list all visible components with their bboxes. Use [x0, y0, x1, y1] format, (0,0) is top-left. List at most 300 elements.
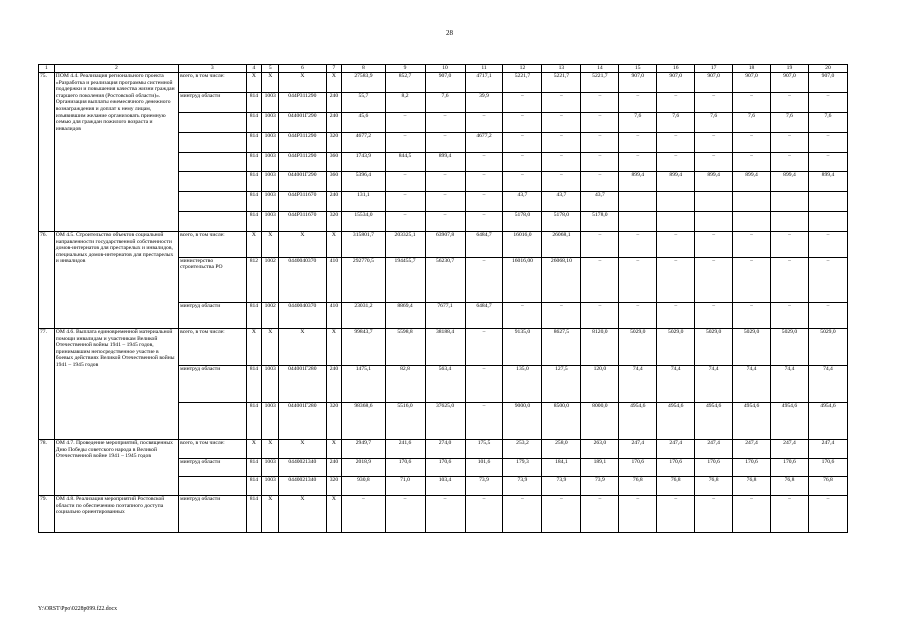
- value-cell: 8,2: [385, 92, 425, 112]
- executor-cell: [179, 132, 246, 152]
- value-cell: –: [581, 257, 619, 303]
- value-cell: –: [465, 257, 503, 303]
- value-cell: 292770,5: [342, 257, 385, 303]
- expense-type-cell: 360: [326, 152, 342, 172]
- value-cell: 74,4: [771, 366, 809, 403]
- target-article-cell: 044001Г290: [279, 172, 326, 192]
- target-article-cell: 044001Г290: [279, 112, 326, 132]
- value-cell: 907,0: [733, 73, 771, 93]
- value-cell: 170,6: [425, 458, 465, 477]
- value-cell: [733, 192, 771, 212]
- value-cell: 74,4: [733, 366, 771, 403]
- value-cell: –: [465, 329, 503, 366]
- value-cell: 4954,6: [695, 403, 733, 440]
- value-cell: 170,6: [733, 458, 771, 477]
- value-cell: –: [581, 172, 619, 192]
- grbs-code-cell: 814: [246, 192, 262, 212]
- value-cell: 71,0: [385, 477, 425, 496]
- grbs-code-cell: 814: [246, 152, 262, 172]
- expense-type-cell: 320: [326, 212, 342, 232]
- value-cell: 45,6: [342, 112, 385, 132]
- value-cell: 907,0: [425, 73, 465, 93]
- value-cell: 8869,4: [385, 303, 425, 329]
- grbs-code-cell: 814: [246, 212, 262, 232]
- target-article-cell: X: [279, 329, 326, 366]
- value-cell: 39,9: [465, 92, 503, 112]
- value-cell: 258,0: [542, 440, 581, 459]
- section-code-cell: 1003: [262, 192, 279, 212]
- header-cell: 11: [465, 65, 503, 73]
- value-cell: –: [808, 257, 847, 303]
- value-cell: –: [733, 132, 771, 152]
- table-row: [39, 329, 848, 366]
- expense-type-cell: 320: [326, 132, 342, 152]
- value-cell: 127,5: [542, 366, 581, 403]
- value-cell: 73,9: [581, 477, 619, 496]
- table-row: [39, 232, 848, 258]
- value-cell: –: [771, 496, 809, 533]
- value-cell: –: [542, 496, 581, 533]
- value-cell: 189,1: [581, 458, 619, 477]
- executor-cell: [179, 152, 246, 172]
- expense-type-cell: 240: [326, 366, 342, 403]
- value-cell: 5029,0: [808, 329, 847, 366]
- value-cell: [808, 192, 847, 212]
- value-cell: 315801,7: [342, 232, 385, 258]
- value-cell: 74,4: [619, 366, 657, 403]
- value-cell: 247,4: [695, 440, 733, 459]
- value-cell: [695, 212, 733, 232]
- value-cell: 15534,0: [342, 212, 385, 232]
- value-cell: 9135,0: [503, 329, 542, 366]
- target-article-cell: X: [279, 73, 326, 93]
- value-cell: 43,7: [503, 192, 542, 212]
- target-article-cell: 044P311670: [279, 192, 326, 212]
- grbs-code-cell: 814: [246, 132, 262, 152]
- value-cell: 170,6: [695, 458, 733, 477]
- value-cell: 7,6: [695, 112, 733, 132]
- value-cell: 5029,0: [657, 329, 695, 366]
- target-article-cell: 0440040370: [279, 303, 326, 329]
- value-cell: 907,0: [657, 73, 695, 93]
- value-cell: 82,8: [385, 366, 425, 403]
- value-cell: 5396,4: [342, 172, 385, 192]
- value-cell: 179,3: [503, 458, 542, 477]
- executor-cell: минтруд области: [179, 496, 246, 533]
- value-cell: –: [385, 112, 425, 132]
- value-cell: 4677,2: [465, 132, 503, 152]
- header-cell: 16: [657, 65, 695, 73]
- value-cell: –: [733, 496, 771, 533]
- value-cell: –: [465, 172, 503, 192]
- value-cell: 170,6: [808, 458, 847, 477]
- value-cell: 852,7: [385, 73, 425, 93]
- section-code-cell: 1003: [262, 366, 279, 403]
- value-cell: –: [581, 112, 619, 132]
- value-cell: –: [808, 496, 847, 533]
- value-cell: –: [542, 112, 581, 132]
- value-cell: 7,6: [619, 112, 657, 132]
- value-cell: 74,4: [695, 366, 733, 403]
- value-cell: [619, 192, 657, 212]
- value-cell: 131,1: [342, 192, 385, 212]
- value-cell: –: [465, 212, 503, 232]
- header-cell: 19: [771, 65, 809, 73]
- value-cell: –: [657, 496, 695, 533]
- value-cell: 26068,10: [542, 257, 581, 303]
- measure-name: ОМ 4.5. Строительство объектов социальной направленности государственной собственности домов-интернатов для престарелых и инвалидов, специальных домов-интернатов для престарелых и инвалидов: [54, 232, 178, 329]
- grbs-code-cell: 814: [246, 403, 262, 440]
- value-cell: 43,7: [542, 192, 581, 212]
- value-cell: 23031,2: [342, 303, 385, 329]
- value-cell: –: [771, 152, 809, 172]
- value-cell: 263,0: [581, 440, 619, 459]
- value-cell: –: [425, 192, 465, 212]
- header-cell: 17: [695, 65, 733, 73]
- value-cell: 5178,0: [542, 212, 581, 232]
- value-cell: 8627,5: [542, 329, 581, 366]
- section-code-cell: 1002: [262, 257, 279, 303]
- executor-cell: [179, 403, 246, 440]
- header-cell: 14: [581, 65, 619, 73]
- expense-type-cell: X: [326, 73, 342, 93]
- grbs-code-cell: 812: [246, 257, 262, 303]
- value-cell: –: [695, 152, 733, 172]
- header-cell: 20: [808, 65, 847, 73]
- value-cell: 7677,1: [425, 303, 465, 329]
- section-code-cell: 1003: [262, 92, 279, 112]
- value-cell: –: [808, 92, 847, 112]
- value-cell: 55,7: [342, 92, 385, 112]
- file-path-footer: Y:\ORST\Ppo\0228p099.f22.docx: [38, 606, 118, 612]
- value-cell: 241,6: [385, 440, 425, 459]
- value-cell: –: [581, 232, 619, 258]
- target-article-cell: 044P311290: [279, 132, 326, 152]
- value-cell: 899,4: [657, 172, 695, 192]
- value-cell: –: [619, 257, 657, 303]
- value-cell: –: [695, 232, 733, 258]
- value-cell: 76,8: [733, 477, 771, 496]
- value-cell: 899,4: [425, 152, 465, 172]
- grbs-code-cell: X: [246, 440, 262, 459]
- header-cell: 2: [54, 65, 178, 73]
- value-cell: [771, 212, 809, 232]
- executor-cell: минтруд области: [179, 458, 246, 477]
- value-cell: –: [425, 212, 465, 232]
- section-code-cell: 1003: [262, 132, 279, 152]
- executor-cell: всего, в том числе:: [179, 73, 246, 93]
- row-number: 75.: [39, 73, 55, 232]
- value-cell: 170,6: [619, 458, 657, 477]
- value-cell: 170,6: [771, 458, 809, 477]
- expense-type-cell: X: [326, 440, 342, 459]
- row-number: 77.: [39, 329, 55, 440]
- value-cell: 899,4: [695, 172, 733, 192]
- value-cell: –: [808, 152, 847, 172]
- section-code-cell: 1003: [262, 212, 279, 232]
- value-cell: 247,4: [771, 440, 809, 459]
- value-cell: 73,9: [542, 477, 581, 496]
- value-cell: –: [808, 232, 847, 258]
- value-cell: 120,0: [581, 366, 619, 403]
- value-cell: 899,4: [733, 172, 771, 192]
- expense-type-cell: 360: [326, 172, 342, 192]
- value-cell: –: [542, 132, 581, 152]
- value-cell: –: [771, 132, 809, 152]
- value-cell: –: [385, 192, 425, 212]
- value-cell: 5029,0: [771, 329, 809, 366]
- value-cell: 76,8: [808, 477, 847, 496]
- value-cell: [619, 212, 657, 232]
- executor-cell: всего, в том числе:: [179, 232, 246, 258]
- value-cell: –: [385, 132, 425, 152]
- value-cell: 930,8: [342, 477, 385, 496]
- target-article-cell: 044001Г280: [279, 403, 326, 440]
- value-cell: –: [503, 303, 542, 329]
- target-article-cell: X: [279, 440, 326, 459]
- value-cell: [695, 192, 733, 212]
- value-cell: –: [771, 303, 809, 329]
- value-cell: 38188,4: [425, 329, 465, 366]
- value-cell: 247,4: [808, 440, 847, 459]
- executor-cell: министерство строительства РО: [179, 257, 246, 303]
- value-cell: [657, 192, 695, 212]
- header-cell: 1: [39, 65, 55, 73]
- value-cell: [733, 212, 771, 232]
- value-cell: –: [733, 303, 771, 329]
- value-cell: –: [695, 496, 733, 533]
- value-cell: 194455,7: [385, 257, 425, 303]
- value-cell: –: [503, 172, 542, 192]
- value-cell: –: [657, 257, 695, 303]
- value-cell: 4954,6: [733, 403, 771, 440]
- value-cell: 43,7: [581, 192, 619, 212]
- header-row: [39, 65, 848, 73]
- value-cell: 9000,0: [503, 403, 542, 440]
- value-cell: 4717,1: [465, 73, 503, 93]
- grbs-code-cell: 814: [246, 458, 262, 477]
- value-cell: 63907,8: [425, 232, 465, 258]
- value-cell: 2018,9: [342, 458, 385, 477]
- value-cell: –: [581, 496, 619, 533]
- value-cell: 1475,1: [342, 366, 385, 403]
- measure-name: ОМ 4.7. Проведение мероприятий, посвященных Дню Победы советского народа в Великой Отечественной войне 1941 – 1945 годов: [54, 440, 178, 496]
- value-cell: 16016,0: [503, 232, 542, 258]
- value-cell: –: [733, 152, 771, 172]
- value-cell: 4954,6: [657, 403, 695, 440]
- table-body: [39, 65, 848, 533]
- value-cell: –: [619, 303, 657, 329]
- section-code-cell: 1003: [262, 152, 279, 172]
- value-cell: 907,0: [619, 73, 657, 93]
- value-cell: 16016,00: [503, 257, 542, 303]
- value-cell: –: [503, 112, 542, 132]
- value-cell: –: [695, 303, 733, 329]
- value-cell: 74,4: [657, 366, 695, 403]
- target-article-cell: 0440040370: [279, 257, 326, 303]
- row-number: 78.: [39, 440, 55, 496]
- expense-type-cell: 240: [326, 92, 342, 112]
- value-cell: [808, 212, 847, 232]
- value-cell: –: [465, 496, 503, 533]
- section-code-cell: X: [262, 232, 279, 258]
- value-cell: 2949,7: [342, 440, 385, 459]
- value-cell: –: [619, 92, 657, 112]
- value-cell: 5029,0: [619, 329, 657, 366]
- value-cell: –: [619, 496, 657, 533]
- value-cell: 37625,0: [425, 403, 465, 440]
- executor-cell: всего, в том числе:: [179, 329, 246, 366]
- value-cell: –: [581, 152, 619, 172]
- value-cell: 563,4: [425, 366, 465, 403]
- value-cell: 73,9: [465, 477, 503, 496]
- value-cell: –: [342, 496, 385, 533]
- target-article-cell: 044P311670: [279, 212, 326, 232]
- value-cell: [771, 192, 809, 212]
- value-cell: –: [733, 257, 771, 303]
- grbs-code-cell: X: [246, 329, 262, 366]
- value-cell: 184,1: [542, 458, 581, 477]
- value-cell: 203325,1: [385, 232, 425, 258]
- value-cell: 73,9: [503, 477, 542, 496]
- grbs-code-cell: 814: [246, 112, 262, 132]
- value-cell: [657, 212, 695, 232]
- value-cell: 6484,7: [465, 232, 503, 258]
- header-cell: 8: [342, 65, 385, 73]
- value-cell: 7,6: [733, 112, 771, 132]
- expense-type-cell: 240: [326, 192, 342, 212]
- value-cell: 5598,8: [385, 329, 425, 366]
- value-cell: –: [695, 257, 733, 303]
- budget-table: [38, 64, 848, 533]
- target-article-cell: X: [279, 232, 326, 258]
- value-cell: –: [385, 212, 425, 232]
- value-cell: 170,6: [657, 458, 695, 477]
- header-cell: 6: [279, 65, 326, 73]
- section-code-cell: 1003: [262, 403, 279, 440]
- value-cell: –: [619, 132, 657, 152]
- value-cell: –: [465, 192, 503, 212]
- value-cell: 8500,0: [542, 403, 581, 440]
- executor-cell: минтруд области: [179, 303, 246, 329]
- page-number: 28: [446, 29, 453, 37]
- value-cell: 4954,6: [808, 403, 847, 440]
- target-article-cell: 044P311290: [279, 152, 326, 172]
- value-cell: –: [733, 232, 771, 258]
- expense-type-cell: X: [326, 329, 342, 366]
- value-cell: –: [581, 92, 619, 112]
- value-cell: 899,4: [808, 172, 847, 192]
- value-cell: –: [771, 257, 809, 303]
- value-cell: 170,6: [385, 458, 425, 477]
- executor-cell: [179, 192, 246, 212]
- value-cell: –: [542, 92, 581, 112]
- value-cell: 5221,7: [503, 73, 542, 93]
- header-cell: 9: [385, 65, 425, 73]
- expense-type-cell: 240: [326, 112, 342, 132]
- section-code-cell: X: [262, 329, 279, 366]
- header-cell: 18: [733, 65, 771, 73]
- value-cell: –: [425, 132, 465, 152]
- value-cell: 6484,7: [465, 303, 503, 329]
- value-cell: –: [465, 403, 503, 440]
- value-cell: 27583,9: [342, 73, 385, 93]
- value-cell: –: [425, 496, 465, 533]
- section-code-cell: X: [262, 73, 279, 93]
- section-code-cell: 1003: [262, 458, 279, 477]
- value-cell: –: [771, 92, 809, 112]
- value-cell: –: [808, 132, 847, 152]
- value-cell: –: [542, 152, 581, 172]
- value-cell: 253,2: [503, 440, 542, 459]
- section-code-cell: X: [262, 496, 279, 533]
- value-cell: 247,4: [657, 440, 695, 459]
- target-article-cell: 044001Г280: [279, 366, 326, 403]
- value-cell: 1743,9: [342, 152, 385, 172]
- table-row: [39, 496, 848, 533]
- value-cell: –: [465, 366, 503, 403]
- value-cell: 5178,0: [503, 212, 542, 232]
- value-cell: –: [542, 172, 581, 192]
- header-cell: 13: [542, 65, 581, 73]
- section-code-cell: 1003: [262, 477, 279, 496]
- header-cell: 15: [619, 65, 657, 73]
- executor-cell: [179, 212, 246, 232]
- value-cell: –: [425, 172, 465, 192]
- value-cell: –: [733, 92, 771, 112]
- value-cell: 4677,2: [342, 132, 385, 152]
- target-article-cell: 0440021340: [279, 477, 326, 496]
- value-cell: 5178,0: [581, 212, 619, 232]
- target-article-cell: 0440021340: [279, 458, 326, 477]
- value-cell: 907,0: [808, 73, 847, 93]
- header-cell: 12: [503, 65, 542, 73]
- value-cell: 907,0: [771, 73, 809, 93]
- expense-type-cell: 410: [326, 303, 342, 329]
- executor-cell: всего, в том числе:: [179, 440, 246, 459]
- grbs-code-cell: 814: [246, 496, 262, 533]
- value-cell: –: [542, 303, 581, 329]
- value-cell: –: [771, 232, 809, 258]
- executor-cell: [179, 172, 246, 192]
- value-cell: 274,0: [425, 440, 465, 459]
- expense-type-cell: 410: [326, 257, 342, 303]
- value-cell: 98368,6: [342, 403, 385, 440]
- value-cell: 135,0: [503, 366, 542, 403]
- value-cell: 247,4: [733, 440, 771, 459]
- section-code-cell: 1003: [262, 172, 279, 192]
- value-cell: –: [503, 132, 542, 152]
- value-cell: –: [581, 303, 619, 329]
- value-cell: 5029,0: [695, 329, 733, 366]
- value-cell: 247,4: [619, 440, 657, 459]
- value-cell: 899,4: [771, 172, 809, 192]
- value-cell: 7,6: [425, 92, 465, 112]
- grbs-code-cell: 814: [246, 477, 262, 496]
- value-cell: 8000,0: [581, 403, 619, 440]
- value-cell: –: [657, 232, 695, 258]
- value-cell: 8120,0: [581, 329, 619, 366]
- target-article-cell: 044P311290: [279, 92, 326, 112]
- grbs-code-cell: 814: [246, 366, 262, 403]
- value-cell: 7,6: [771, 112, 809, 132]
- value-cell: 26068,1: [542, 232, 581, 258]
- value-cell: 76,8: [657, 477, 695, 496]
- expense-type-cell: 320: [326, 477, 342, 496]
- row-number: 76.: [39, 232, 55, 329]
- value-cell: 5516,0: [385, 403, 425, 440]
- row-number: 79.: [39, 496, 55, 533]
